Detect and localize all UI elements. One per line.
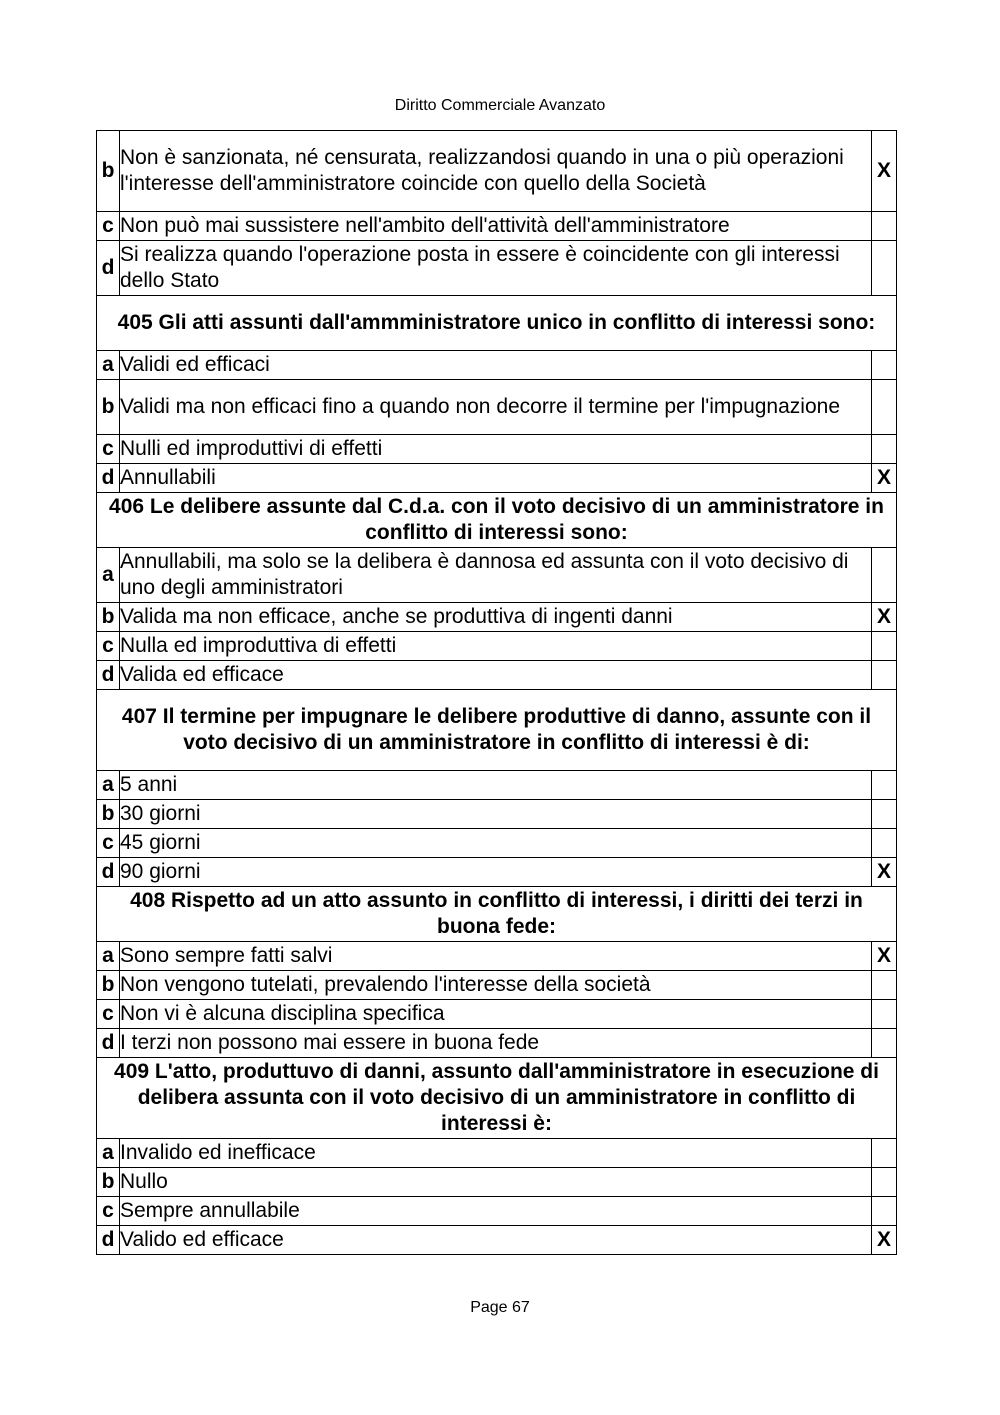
answer-mark [872,771,897,800]
option-letter: a [97,1139,120,1168]
option-text: 5 anni [120,771,872,800]
option-text: Nullo [120,1168,872,1197]
option-letter: b [97,971,120,1000]
option-text: Nulli ed improduttivi di effetti [120,435,872,464]
answer-mark: X [872,464,897,493]
option-letter: d [97,661,120,690]
option-row [97,971,897,1000]
option-text: Invalido ed inefficace [120,1139,872,1168]
option-row [97,1000,897,1029]
option-row [97,603,897,632]
answer-mark [872,380,897,435]
answer-mark: X [872,1226,897,1255]
option-text: Non è sanzionata, né censurata, realizzandosi quando in una o più operazioni l'interesse dell'amministratore coincide con quello della Società [120,131,872,212]
option-letter: b [97,380,120,435]
option-letter: c [97,632,120,661]
quiz-table [96,130,897,1255]
option-text: Si realizza quando l'operazione posta in essere è coincidente con gli interessi dello Stato [120,241,872,296]
option-letter: c [97,435,120,464]
answer-mark [872,548,897,603]
option-text: Annullabili, ma solo se la delibera è dannosa ed assunta con il voto decisivo di uno degli amministratori [120,548,872,603]
option-letter: a [97,942,120,971]
option-text: 45 giorni [120,829,872,858]
question-row [97,887,897,942]
page-number: Page 67 [470,1299,530,1316]
option-text: Validi ma non efficaci fino a quando non decorre il termine per l'impugnazione [120,380,872,435]
option-row [97,771,897,800]
option-row [97,1029,897,1058]
option-row [97,212,897,241]
option-text: 90 giorni [120,858,872,887]
option-row [97,1197,897,1226]
option-row [97,858,897,887]
answer-mark [872,1139,897,1168]
option-row [97,942,897,971]
answer-mark [872,632,897,661]
option-text: Non può mai sussistere nell'ambito dell'attività dell'amministratore [120,212,872,241]
option-row [97,131,897,212]
option-letter: a [97,771,120,800]
option-text: Valida ed efficace [120,661,872,690]
answer-mark: X [872,942,897,971]
option-text: Sempre annullabile [120,1197,872,1226]
answer-mark: X [872,858,897,887]
option-row [97,800,897,829]
option-row [97,1168,897,1197]
option-letter: d [97,241,120,296]
option-row [97,829,897,858]
option-letter: d [97,1029,120,1058]
answer-mark [872,661,897,690]
option-row [97,632,897,661]
option-text: 30 giorni [120,800,872,829]
option-letter: c [97,212,120,241]
option-letter: a [97,548,120,603]
question-title: 406 Le delibere assunte dal C.d.a. con il voto decisivo di un amministratore in conflitto di interessi sono: [97,493,897,548]
answer-mark [872,1000,897,1029]
answer-mark [872,1197,897,1226]
answer-mark [872,1029,897,1058]
question-title: 408 Rispetto ad un atto assunto in conflitto di interessi, i diritti dei terzi in buona fede: [97,887,897,942]
answer-mark: X [872,131,897,212]
option-row [97,548,897,603]
option-row [97,380,897,435]
question-row [97,493,897,548]
option-letter: b [97,131,120,212]
answer-mark [872,435,897,464]
answer-mark [872,1168,897,1197]
option-letter: b [97,800,120,829]
page-header-title: Diritto Commerciale Avanzato [394,97,606,114]
question-title: 405 Gli atti assunti dall'ammministratore unico in conflitto di interessi sono: [97,296,897,351]
option-row [97,241,897,296]
option-letter: a [97,351,120,380]
option-row [97,1226,897,1255]
option-row [97,435,897,464]
option-text: I terzi non possono mai essere in buona fede [120,1029,872,1058]
option-letter: c [97,829,120,858]
question-row [97,1058,897,1139]
option-text: Non vengono tutelati, prevalendo l'interesse della società [120,971,872,1000]
question-row [97,296,897,351]
answer-mark [872,212,897,241]
option-row [97,661,897,690]
option-text: Valida ma non efficace, anche se produttiva di ingenti danni [120,603,872,632]
option-letter: d [97,1226,120,1255]
answer-mark [872,800,897,829]
option-row [97,351,897,380]
option-letter: d [97,464,120,493]
option-text: Annullabili [120,464,872,493]
option-text: Sono sempre fatti salvi [120,942,872,971]
answer-mark [872,241,897,296]
answer-mark [872,829,897,858]
answer-mark [872,971,897,1000]
answer-mark: X [872,603,897,632]
option-row [97,464,897,493]
question-title: 407 Il termine per impugnare le delibere produttive di danno, assunte con il voto decisivo di un amministratore in conflitto di interessi è di: [97,690,897,771]
option-letter: b [97,603,120,632]
option-text: Valido ed efficace [120,1226,872,1255]
question-title: 409 L'atto, produttuvo di danni, assunto dall'amministratore in esecuzione di delibera assunta con il voto decisivo di un amministratore in conflitto di interessi è: [97,1058,897,1139]
option-letter: b [97,1168,120,1197]
option-text: Validi ed efficaci [120,351,872,380]
option-letter: c [97,1197,120,1226]
answer-mark [872,351,897,380]
option-letter: d [97,858,120,887]
option-row [97,1139,897,1168]
option-letter: c [97,1000,120,1029]
option-text: Nulla ed improduttiva di effetti [120,632,872,661]
option-text: Non vi è alcuna disciplina specifica [120,1000,872,1029]
question-row [97,690,897,771]
